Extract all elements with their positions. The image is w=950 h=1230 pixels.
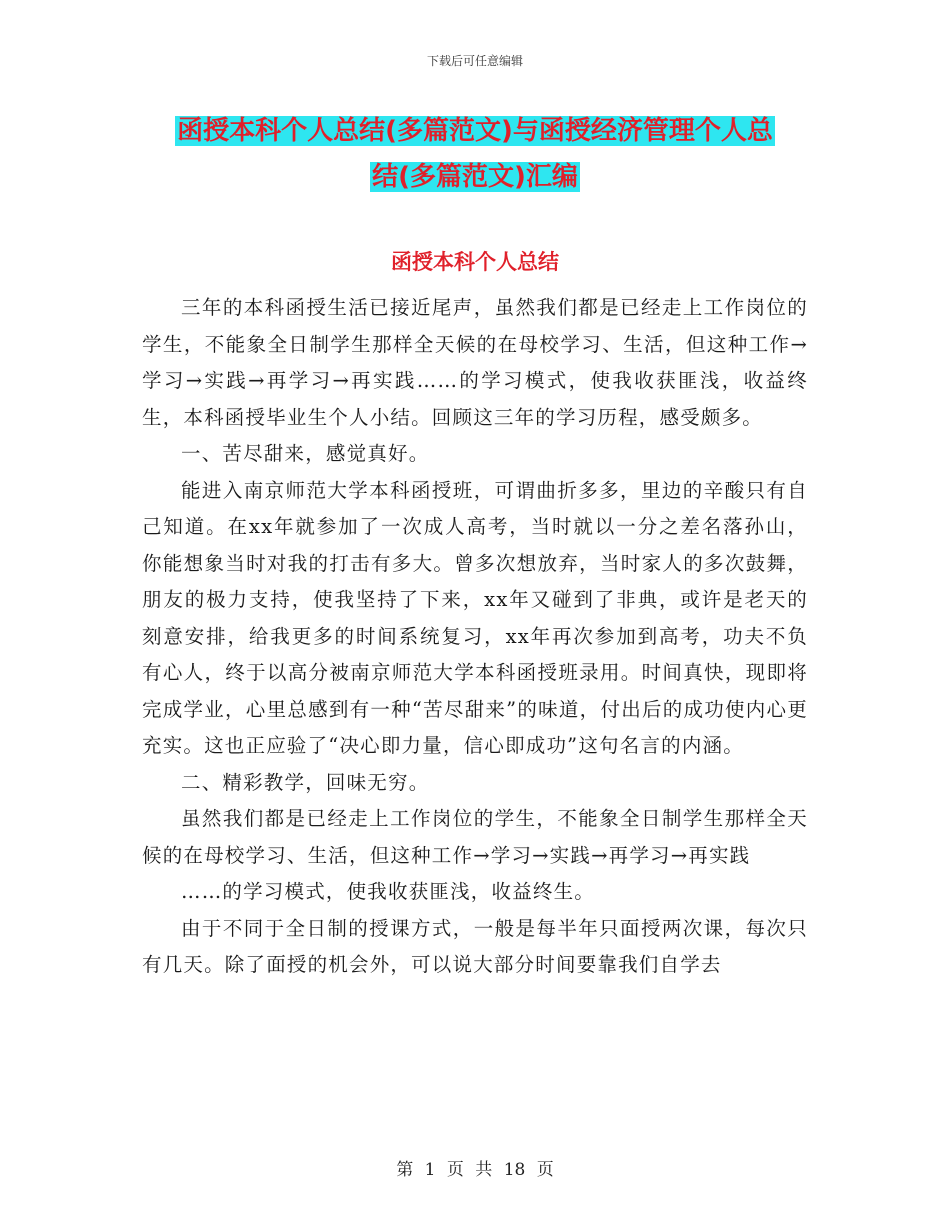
section-title: 函授本科个人总结 xyxy=(391,250,559,274)
page-header-note: 下载后可任意编辑 xyxy=(426,54,523,68)
document-title-line1: 函授本科个人总结(多篇范文)与函授经济管理个人总 xyxy=(177,116,773,146)
document-title xyxy=(140,108,810,200)
paragraph-intro: 三年的本科函授生活已接近尾声，虽然我们都是已经走上工作岗位的学生，不能象全日制学生那样全天候的在母校学习、生活，但这种工作→学习→实践→再学习→再实践……的学习模式，使我收获匪浅，收益终生，本科函授毕业生个人小结。回顾这三年的学习历程，感受颇多。 xyxy=(142,296,808,429)
paragraph-point-two: 虽然我们都是已经走上工作岗位的学生，不能象全日制学生那样全天候的在母校学习、生活，但这种工作→学习→实践→再学习→再实践 xyxy=(142,807,808,867)
paragraph-point-two-cont: ……的学习模式，使我收获匪浅，收益终生。 xyxy=(181,880,596,903)
document-body xyxy=(142,290,808,984)
heading-point-one: 一、苦尽甜来，感觉真好。 xyxy=(181,442,430,465)
paragraph-teaching-method: 由于不同于全日制的授课方式，一般是每半年只面授两次课，每次只有几天。除了面授的机会外，可以说大部分时间要靠我们自学去 xyxy=(142,916,808,976)
paragraph-point-one: 能进入南京师范大学本科函授班，可谓曲折多多，里边的辛酸只有自己知道。在xx年就参加了一次成人高考，当时就以一分之差名落孙山，你能想象当时对我的打击有多大。曾多次想放弃，当时家人的多次鼓舞，朋友的极力支持，使我坚持了下来，xx年又碰到了非典，或许是老天的刻意安排，给我更多的时间系统复习，xx年再次参加到高考，功夫不负有心人，终于以高分被南京师范大学本科函授班录用。时间真快，现即将完成学业，心里总感到有一种“苦尽甜来”的味道，付出后的成功使内心更充实。这也正应验了“决心即力量，信心即成功”这句名言的内涵。 xyxy=(142,478,808,757)
heading-point-two: 二、精彩教学，回味无穷。 xyxy=(181,770,430,794)
page-number: 第 1 页 共 18 页 xyxy=(396,1160,554,1180)
document-title-line2: 结(多篇范文)汇编 xyxy=(372,162,578,192)
